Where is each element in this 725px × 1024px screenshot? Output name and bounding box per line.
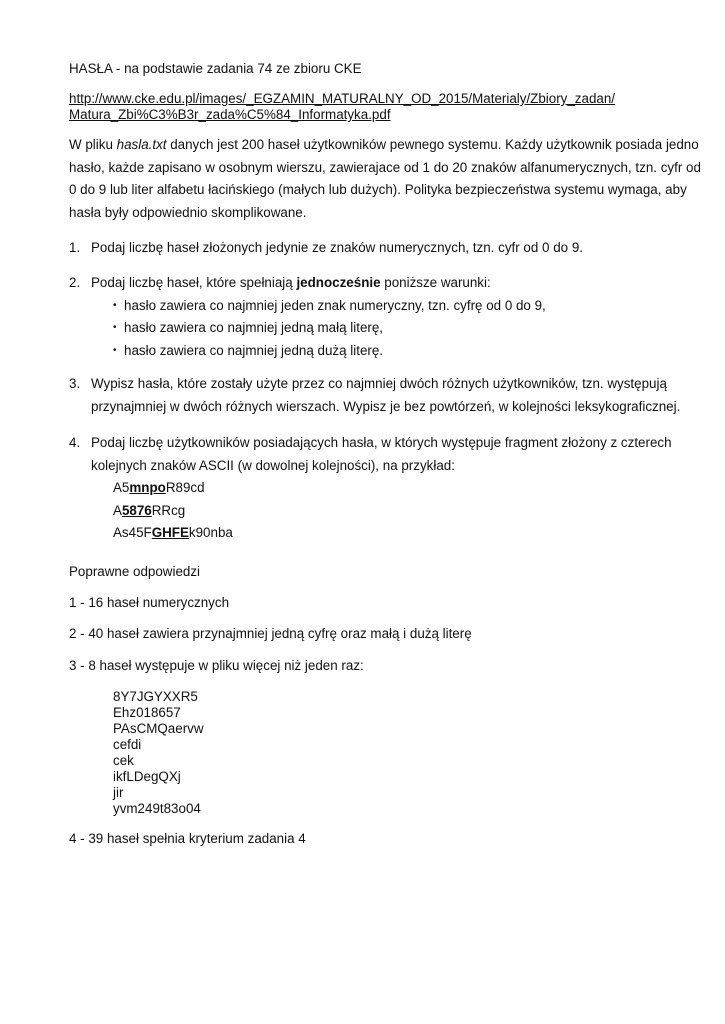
example-prefix: As45F bbox=[113, 525, 152, 540]
duplicate-password: 8Y7JGYXXR5 bbox=[113, 689, 198, 704]
example-prefix: A5 bbox=[113, 480, 130, 495]
task-item-4 bbox=[69, 432, 707, 545]
duplicate-password: PAsCMQaervw bbox=[113, 721, 204, 736]
duplicate-password: yvm249t83o04 bbox=[113, 801, 201, 816]
duplicate-password: Ehz018657 bbox=[113, 705, 181, 720]
example-suffix: k90nba bbox=[188, 525, 233, 540]
source-link[interactable] bbox=[69, 91, 705, 123]
task-number: 2. bbox=[69, 275, 81, 290]
task-item-1 bbox=[69, 237, 707, 260]
condition-item bbox=[113, 340, 707, 363]
bullet-icon: • bbox=[113, 322, 117, 333]
source-link-line1: http://www.cke.edu.pl/images/_EGZAMIN_MATURALNY_OD_2015/Materialy/Zbiory_zadan/ bbox=[69, 91, 616, 106]
example-suffix: R89cd bbox=[165, 480, 205, 495]
condition-list bbox=[113, 295, 707, 363]
condition-text: hasło zawiera co najmniej jedną małą literę, bbox=[124, 320, 384, 335]
task-text: Wypisz hasła, które zostały użyte przez co najmniej dwóch różnych użytkowników, tzn. występują przynajmniej w dwóch różnych wierszach. Wypisz je bez powtórzeń, w kolejności leksykograficznej. bbox=[91, 376, 681, 414]
task-text-before: Podaj liczbę haseł, które spełniają bbox=[91, 275, 297, 290]
task-number: 4. bbox=[69, 435, 81, 450]
example-suffix: RRcg bbox=[151, 502, 186, 518]
duplicate-password: cefdi bbox=[113, 737, 142, 752]
source-link-line2: Matura_Zbi%C3%B3r_zada%C5%84_Informatyka.pdf bbox=[69, 107, 391, 122]
bullet-icon: • bbox=[113, 344, 117, 356]
task-item-2 bbox=[69, 272, 707, 362]
task-text-emphasis: jednocześnie bbox=[296, 275, 381, 290]
task-number: 1. bbox=[69, 240, 81, 255]
answer-1: 1 - 16 haseł numerycznych bbox=[69, 595, 230, 610]
task-text bbox=[91, 272, 707, 362]
answers-heading: Poprawne odpowiedzi bbox=[69, 564, 201, 579]
duplicate-password: jir bbox=[113, 785, 124, 800]
answer-3: 3 - 8 haseł występuje w pliku więcej niż jeden raz: bbox=[69, 658, 364, 673]
example-password bbox=[113, 477, 707, 500]
example-password bbox=[113, 522, 707, 545]
intro-filename: hasla.txt bbox=[116, 137, 167, 152]
task-text: Podaj liczbę haseł złożonych jedynie ze znaków numerycznych, tzn. cyfr od 0 do 9. bbox=[91, 240, 583, 255]
task-item-3 bbox=[69, 373, 707, 418]
intro-text: danych jest 200 haseł użytkowników pewnego systemu. Każdy użytkownik posiada jedno hasło, każde zapisano w osobnym wierszu, zawierajace od 1 do 20 znaków alfanumerycznych, tzn. cyfr od 0 do 9 lub liter alfabetu łacińskiego (małych lub dużych). Polityka bezpieczeństwa systemu wymaga, aby hasła były odpowiednio skomplikowane. bbox=[69, 137, 701, 220]
condition-text: hasło zawiera co najmniej jeden znak numeryczny, tzn. cyfrę od 0 do 9, bbox=[124, 297, 546, 313]
condition-item bbox=[113, 295, 707, 318]
example-fragment: mnpo bbox=[129, 480, 166, 495]
answer-2: 2 - 40 haseł zawiera przynajmniej jedną cyfrę oraz małą i dużą literę bbox=[69, 626, 472, 641]
task-text-intro: Podaj liczbę użytkowników posiadających hasła, w których występuje fragment złożony z czterech kolejnych znaków ASCII (w dowolnej kolejności), na przykład: bbox=[91, 435, 672, 473]
task-text-after: poniższe warunki: bbox=[380, 275, 491, 290]
intro-prefix: W pliku bbox=[69, 137, 117, 152]
answer-4: 4 - 39 haseł spełnia kryterium zadania 4 bbox=[69, 831, 306, 846]
task-text bbox=[91, 432, 707, 545]
intro-paragraph bbox=[69, 134, 705, 224]
bullet-icon: • bbox=[113, 299, 117, 311]
condition-item bbox=[113, 317, 707, 340]
example-password bbox=[113, 500, 707, 523]
example-prefix: A bbox=[113, 502, 122, 518]
duplicate-password-list bbox=[113, 689, 705, 817]
duplicate-password: cek bbox=[113, 753, 134, 768]
document-title: HASŁA - na podstawie zadania 74 ze zbioru CKE bbox=[69, 61, 362, 76]
condition-text: hasło zawiera co najmniej jedną dużą literę. bbox=[124, 342, 384, 358]
task-number: 3. bbox=[69, 376, 81, 391]
duplicate-password: ikfLDegQXj bbox=[113, 769, 181, 784]
example-fragment: GHFE bbox=[151, 525, 189, 540]
example-fragment: 5876 bbox=[121, 502, 152, 518]
